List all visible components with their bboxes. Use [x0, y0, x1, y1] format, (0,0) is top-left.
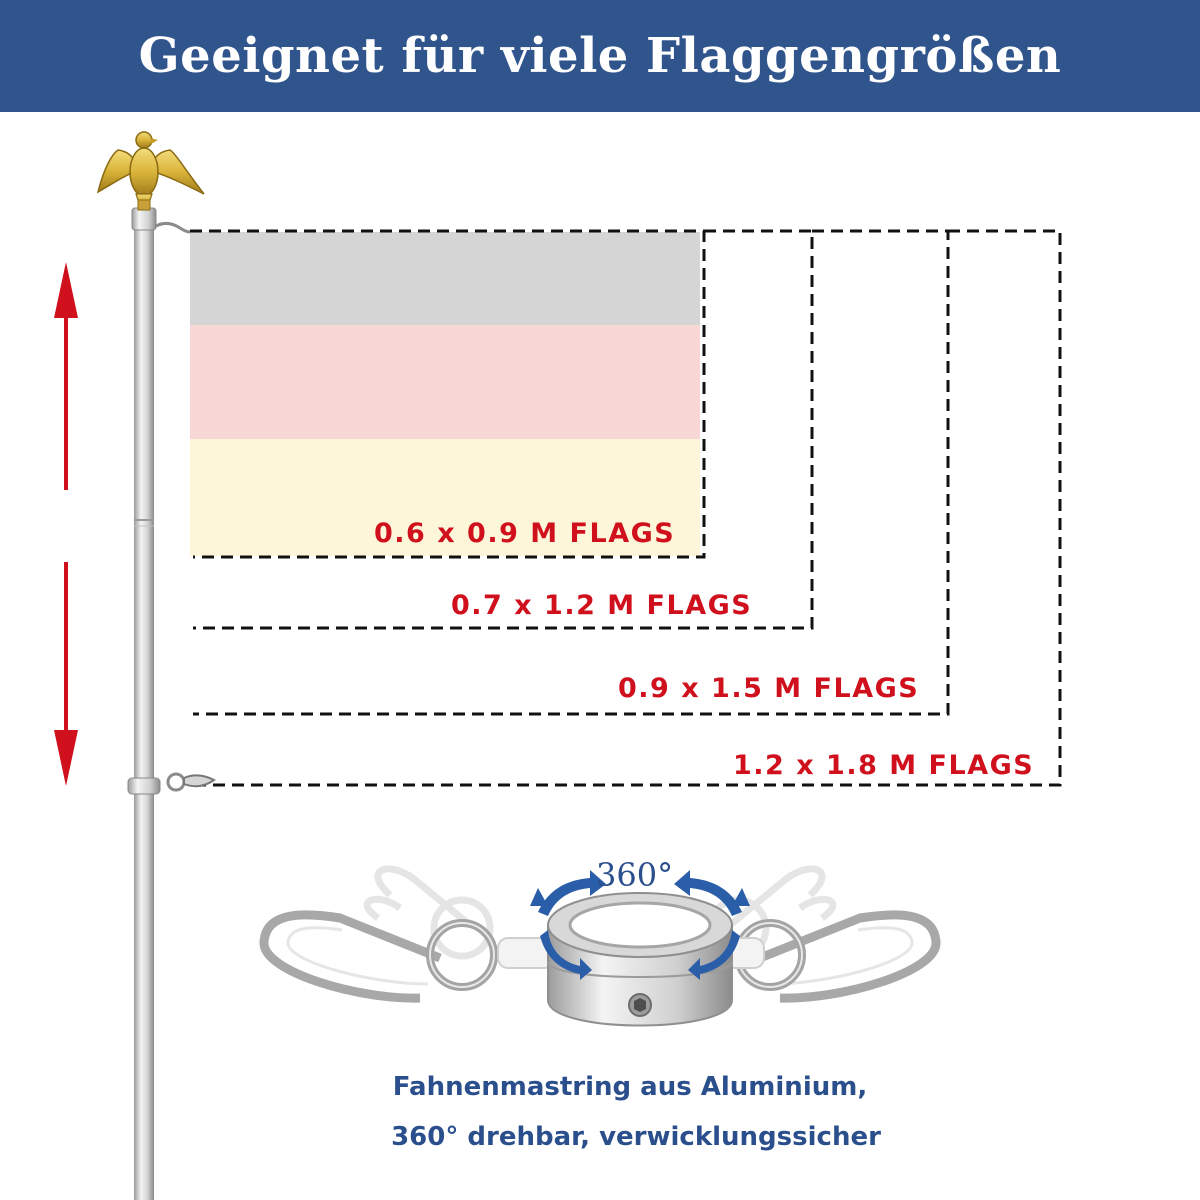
rotation-label: 360° [596, 856, 674, 894]
eagle-finial-icon [98, 132, 204, 210]
page-title: Geeignet für viele Flaggengrößen [138, 28, 1062, 84]
arrow-up-head [54, 262, 78, 318]
aluminium-ring [548, 893, 732, 1026]
bottom-clip [168, 774, 214, 790]
flag [190, 232, 700, 556]
pole-shaft [134, 212, 154, 1200]
top-clip [156, 223, 190, 232]
flag-stripe-top [190, 232, 700, 325]
arrow-down-head [54, 730, 78, 786]
ring-caption-line1: Fahnenmastring aus Aluminium, [392, 1072, 868, 1102]
pole-top-collar [132, 208, 156, 230]
flag-stripe-middle [190, 325, 700, 439]
flag-size-label: 0.7 x 1.2 M FLAGS [451, 590, 753, 621]
flag-size-label: 1.2 x 1.8 M FLAGS [733, 750, 1035, 781]
flag-size-label: 0.6 x 0.9 M FLAGS [374, 518, 676, 549]
ring-caption-line2: 360° drehbar, verwicklungssicher [391, 1122, 881, 1152]
arrow-up-shaft [64, 314, 68, 490]
flag-size-label: 0.9 x 1.5 M FLAGS [618, 673, 920, 704]
arrow-down-shaft [64, 562, 68, 738]
carabiner-icon [264, 915, 440, 998]
height-arrow [54, 262, 78, 786]
pole-bottom-ring [128, 778, 160, 794]
